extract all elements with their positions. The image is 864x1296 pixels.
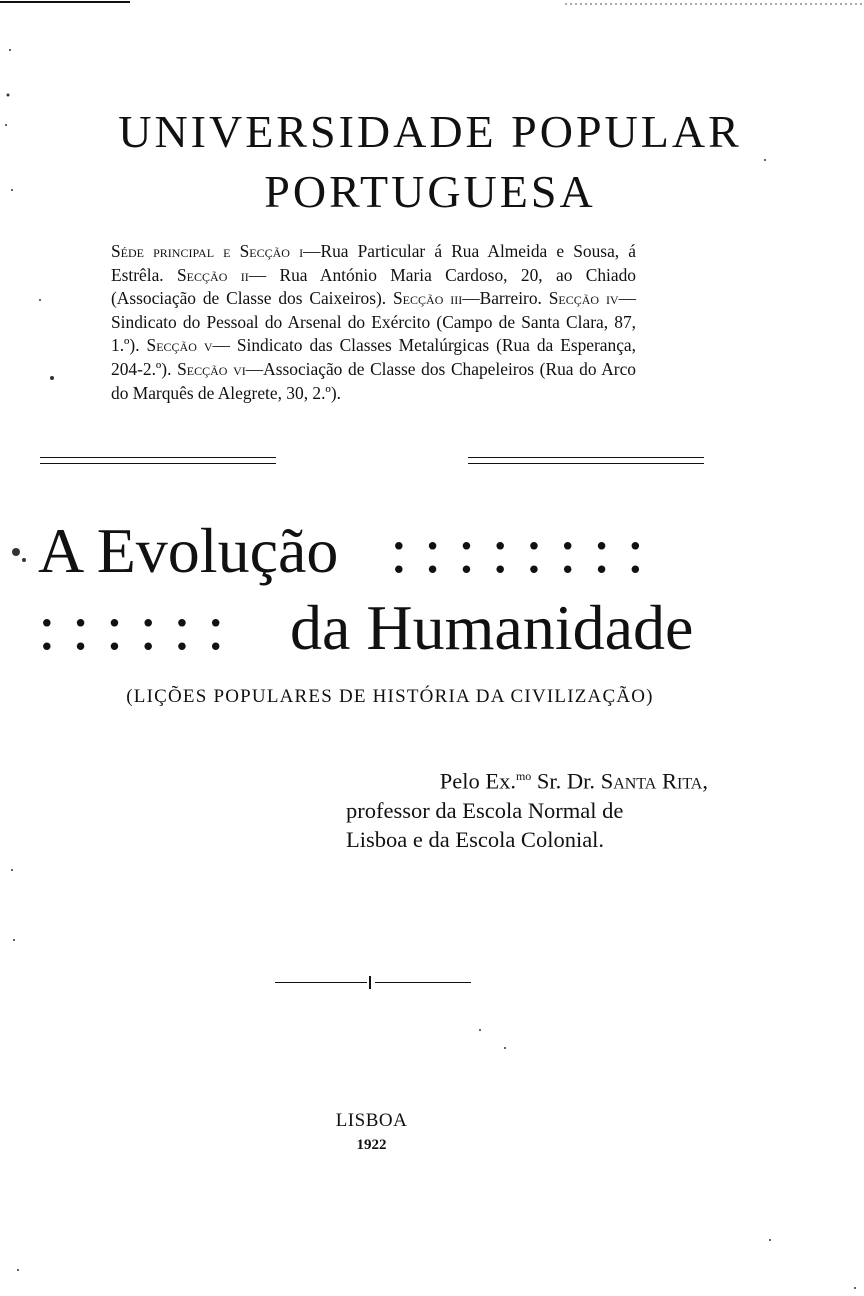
divider-tick (369, 976, 371, 989)
institution-name-line1: UNIVERSIDADE POPULAR (118, 106, 742, 157)
author-credit (346, 762, 708, 854)
speck (854, 1287, 856, 1289)
divider-bar-right (375, 982, 471, 983)
speck (504, 1047, 506, 1049)
seat-address: —Associação de Classe dos Chapeleiros (Rua do Arco do Marquês de Alegrete, 30, 2.º). (111, 358, 636, 403)
seat-label: Secção v (146, 335, 213, 356)
seat-address: —Barreiro. (462, 288, 542, 309)
title-colon-ornament: : : : : : : (38, 592, 225, 663)
seats-paragraph (111, 240, 636, 405)
seat-address: —Rua Particular á Rua Almeida e Sousa, á Estrêla. (111, 241, 636, 285)
speck (7, 94, 10, 97)
speck (39, 299, 41, 301)
speck (50, 376, 54, 380)
speck (22, 558, 26, 562)
title-colon-ornament: : : : : : : : : (390, 515, 645, 586)
subtitle: (LIÇÕES POPULARES DE HISTÓRIA DA CIVILIZAÇÃO) (126, 686, 654, 707)
seat-label: Secção vi (177, 358, 246, 379)
divider-ornament (275, 976, 471, 988)
author-comma: , (702, 768, 708, 794)
author-line3: Lisboa e da Escola Colonial. (346, 826, 605, 852)
author-sup: mo (515, 769, 532, 783)
main-title-text: da Humanidade (290, 592, 694, 663)
author-prefix: Pelo Ex. (439, 768, 516, 794)
seat-address: — Rua António Maria Cardoso, 20, ao Chiado (Associação de Classe dos Caixeiros). (111, 264, 636, 309)
speck (11, 189, 13, 191)
imprint-city: LISBOA (335, 1110, 408, 1131)
speck (764, 159, 766, 161)
double-rule-left (40, 457, 276, 464)
author-line1 (346, 762, 708, 796)
seat-label: Secção ii (177, 264, 249, 285)
author-name: Santa Rita (600, 768, 703, 794)
imprint-year: 1922 (356, 1137, 387, 1153)
main-title-text: A Evolução (38, 515, 339, 586)
speck (9, 49, 11, 51)
author-line2: professor da Escola Normal de (346, 797, 624, 823)
speck (479, 1029, 481, 1031)
institution-name-line2: PORTUGUESA (264, 166, 596, 217)
speck (12, 548, 20, 556)
seat-address: —Sindicato do Pessoal do Arsenal do Exército (Campo de Santa Clara, 87, 1.º). (111, 288, 636, 356)
speck (13, 939, 15, 941)
divider-bar-left (275, 982, 367, 983)
speck (5, 124, 7, 126)
double-rule-right (468, 457, 704, 464)
speck (769, 1239, 771, 1241)
speck (11, 869, 13, 871)
seat-label: Séde principal e Secção i (111, 241, 304, 261)
seat-label: Secção iv (548, 288, 619, 309)
author-title: Sr. Dr. (531, 768, 601, 794)
seat-label: Secção iii (393, 288, 463, 309)
seat-address: — Sindicato das Classes Metalúrgicas (Rua da Esperança, 204-2.º). (111, 335, 636, 379)
speck (17, 1269, 19, 1271)
